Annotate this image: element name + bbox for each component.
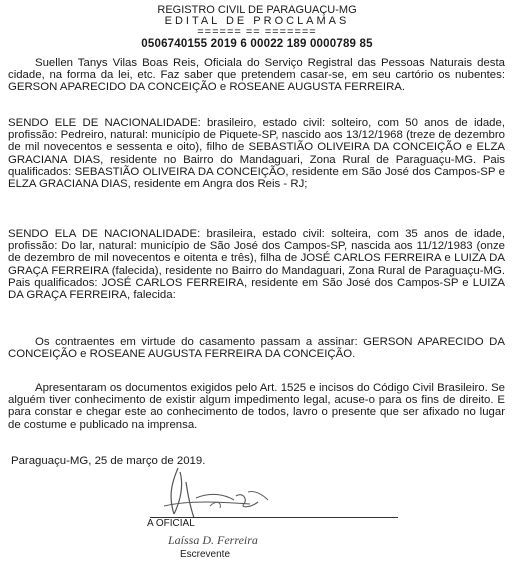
- intro-paragraph: [8, 57, 505, 94]
- registry-title: REGISTRO CIVIL DE PARAGUAÇU-MG: [157, 4, 357, 16]
- title-underline: ====== == =======: [197, 26, 317, 38]
- bride-text: SENDO ELA DE NACIONALIDADE: brasileira, estado civil: solteira, com 35 anos de idade, profissão: Do lar, natural: município de São José dos Campos-SP, nascida aos 11/12/1983 (onze de dezembro de mil novecentos e oitenta e três), filha de JOSÉ CARLOS FERREIRA e LUIZA DA GRAÇA FERREIRA (falecida), residente no Bairro do Mandaguari, Zona Rural de Paraguaçu-MG. Pais qualificados: JOSÉ CARLOS FERREIRA, residente em São José dos Campos-SP e LUIZA DA GRAÇA FERREIRA, falecida:: [8, 228, 505, 302]
- registry-code: 0506740155 2019 6 00022 189 0000789 85: [141, 38, 373, 50]
- closing-text: Apresentaram os documentos exigidos pelo Art. 1525 e incisos do Código Civil Brasileiro. Se alguém tiver conhecimento de existir algum impedimento legal, acuse-o para os fins de direito. E para constar e chegar este ao conhecimento de todos, lavro o presente que ser afixado no lugar de costume e publicado na imprensa.: [8, 382, 505, 431]
- groom-paragraph: [8, 117, 505, 190]
- handwritten-signature: [150, 462, 280, 522]
- names-after-paragraph: [8, 336, 505, 360]
- signatory-role: Escrevente: [180, 549, 231, 560]
- bride-paragraph: [8, 228, 505, 301]
- intro-text: Suellen Tanys Vilas Boas Reis, Oficiala do Serviço Registral das Pessoas Naturais desta cidade, na forma da lei, etc. Faz saber que pretendem casar-se, em seu cartório os nubentes: GERSON APARECIDO DA CONCEIÇÃO e ROSEANE AUGUSTA FERREIRA.: [8, 57, 505, 94]
- names-after-text: Os contraentes em virtude do casamento passam a assinar: GERSON APARECIDO DA CONCEIÇÃO e ROSEANE AUGUSTA FERREIRA DA CONCEIÇÃO.: [8, 336, 505, 361]
- closing-paragraph: [8, 382, 505, 431]
- document-title: EDITAL DE PROCLAMAS: [164, 15, 350, 27]
- date-line: Paraguaçu-MG, 25 de março de 2019.: [11, 455, 206, 467]
- groom-text: SENDO ELE DE NACIONALIDADE: brasileiro, estado civil: solteiro, com 50 anos de idade, profissão: Pedreiro, natural: município de Piquete-SP, nascido aos 13/12/1968 (treze de dezembro de mil novecentos e sessenta e oito), filho de SEBASTIÃO OLIVEIRA DA CONCEIÇÃO e ELZA GRACIANA DIAS, residente no Bairro do Mandaguari, Zona Rural de Paraguaçu-MG. Pais qualificados: SEBASTIÃO OLIVEIRA DA CONCEIÇÃO, residente em São José dos Campos-SP e ELZA GRACIANA DIAS, residente em Angra dos Reis - RJ;: [8, 117, 505, 191]
- signatory-name: Laíssa D. Ferreira: [168, 533, 258, 547]
- signature-label: A OFICIAL: [147, 518, 195, 529]
